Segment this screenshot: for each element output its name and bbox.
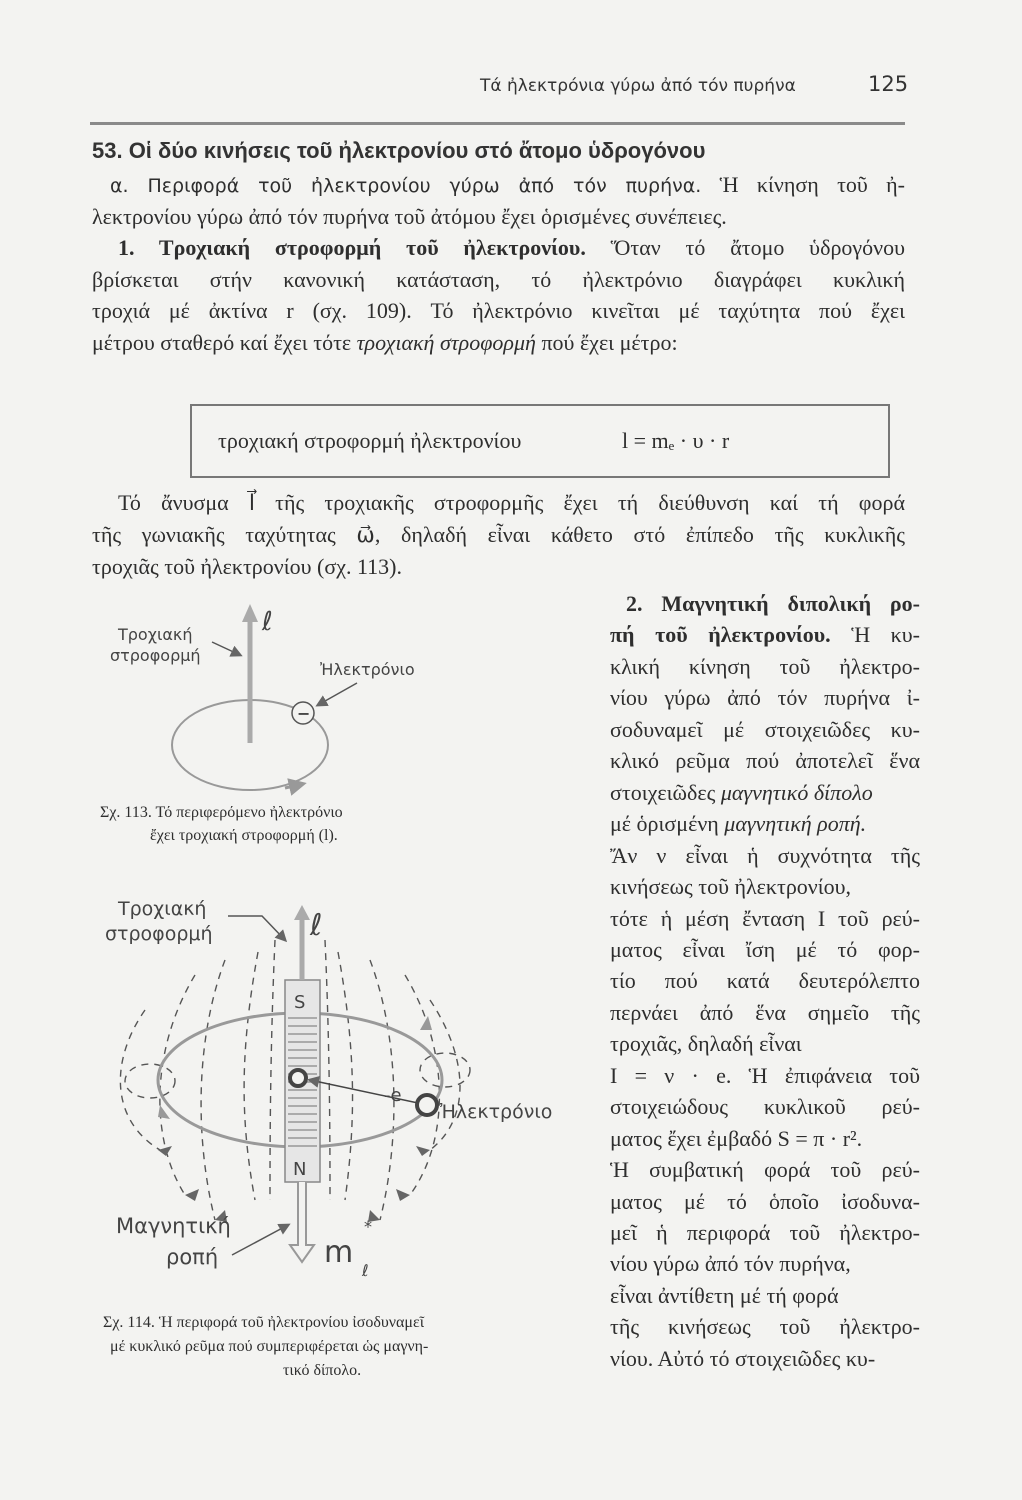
bold-heading: πή τοῦ ἠλεκτρονίου. [610,622,831,648]
figure-114-caption-2: μέ κυκλικό ρεῦμα πού συμπεριφέρεται ὡς μαγνη- [110,1338,429,1355]
text-segment: τότε ἡ μέση ἔνταση I τοῦ ρεύ- [610,905,920,931]
text-segment: I = ν · e. Ἡ ἐπιφάνεια τοῦ [610,1062,920,1088]
label-moment-2: ροπή [166,1245,219,1269]
text-line [610,621,920,649]
text-segment: νίου γύρω ἀπό τόν πυρήνα ἰ- [610,685,920,711]
l-symbol: ℓ [262,607,273,637]
l-symbol: ℓ [310,908,323,943]
page-number: 125 [868,72,909,96]
text-segment: εἶναι ἀντίθετη μέ τή φορά [610,1282,839,1308]
text-segment: ματος ἔχει ἐμβαδό S = π · r². [610,1125,863,1151]
text-line [610,684,920,712]
text-line [610,810,920,838]
text-line [610,1156,920,1184]
moment-symbol: m [324,1235,354,1270]
formula: l = mₑ · υ · r [622,428,730,453]
italic-term: τροχιακή στροφορμή [356,329,536,355]
subheading: α. Περιφορά τοῦ ἠλεκτρονίου γύρω ἀπό τόν πυρήνα. [110,175,702,197]
text-segment: Τό ἄνυσμα l⃗ τῆς τροχιακῆς στροφορμῆς ἔχει τή διεύθυνση καί τή φορά [118,490,905,515]
charge-label: -e [384,1085,402,1106]
text-segment: μέτρου σταθερό καί ἔχει τότε [92,329,357,355]
electron-sign: − [297,704,311,723]
text-segment: στοιχειῶδες [610,779,721,805]
text-line [610,653,920,681]
text-line [610,1345,920,1373]
text-line [610,967,920,995]
figure-114 [105,898,552,1280]
text-line [610,1188,920,1216]
pole-n: N [293,1159,307,1180]
nucleus-icon [290,1070,306,1086]
magnetic-moment-arrow [290,1182,314,1262]
text-line [610,999,920,1027]
text-segment: κλική κίνηση τοῦ ἠλεκτρο- [610,653,920,679]
text-line [610,1282,920,1310]
text-line [610,1250,920,1278]
pointer-arrow [212,642,240,655]
italic-term: μαγνητική ροπή. [724,811,867,837]
text-line [610,842,920,870]
text-line [610,1125,920,1153]
figure-113 [110,604,415,790]
text-segment: Ἡ κίνηση τοῦ ἠ- [701,172,905,197]
figure-113-caption-1: Σχ. 113. Τό περιφερόμενο ἠλεκτρόνιο [100,804,343,821]
moment-subscript: ℓ [362,1261,369,1280]
text-line [610,1093,920,1121]
label-angular-2: στροφορμή [105,923,213,945]
text-line [610,873,920,901]
text-segment: Ἡ συμβατική φορά τοῦ ρεύ- [610,1157,920,1183]
label-electron: Ἠλεκτρόνιο [440,1101,553,1123]
text-line [610,1313,920,1341]
text-line [610,905,920,933]
text-segment: ματος μέ τό ὁποῖο ἰσοδυνα- [610,1188,920,1214]
text-segment: ματος εἶναι ἴση μέ τό φορ- [610,936,920,962]
running-title: Τά ἠλεκτρόνια γύρω ἀπό τόν πυρήνα [480,76,796,96]
text-line [610,747,920,775]
text-segment: μεῖ ἡ περιφορά τοῦ ἠλεκτρο- [610,1220,920,1245]
text-segment: τροχιᾶς τοῦ ἠλεκτρονίου (σχ. 113). [92,554,403,579]
bold-heading: 2. Μαγνητική διπολική ρο- [626,591,920,616]
text-segment: τροχιά μέ ἀκτίνα r (σχ. 109). Τό ἠλεκτρόνιο κινεῖται μέ ταχύτητα πού ἔχει [92,298,905,323]
text-line [610,1030,920,1058]
text-line [610,1219,920,1247]
formula-label: τροχιακή στροφορμή ἠλεκτρονίου [218,428,522,453]
text-segment: Ἡ κυ- [830,622,920,648]
label-electron: Ἠλεκτρόνιο [320,660,415,679]
text-segment: τῆς κινήσεως τοῦ ἠλεκτρο- [610,1314,920,1340]
text-segment: κλικό ρεῦμα πού ἀποτελεῖ ἕνα [610,748,920,774]
text-segment: βρίσκεται στήν κανονική κατάσταση, τό ἠλεκτρόνιο διαγράφει κυκλική [92,266,905,292]
text-segment: τροχιᾶς, δηλαδή εἶναι [610,1031,802,1057]
label-angular-1: Τροχιακή [118,625,193,644]
text-line [626,590,920,618]
bold-heading: 1. Τροχιακή στροφορμή τοῦ ἠλεκτρονίου. [118,235,586,260]
text-segment: Ἄν ν εἶναι ἡ συχνότητα τῆς [610,842,920,868]
label-angular-2: στροφορμή [110,646,201,665]
label-moment-1: Μαγνητική [116,1214,231,1238]
text-segment: κινήσεως τοῦ ἠλεκτρονίου, [610,874,852,900]
figure-113-caption-2: ἔχει τροχιακή στροφορμή (l). [150,827,338,844]
moment-star: * [364,1217,372,1236]
text-segment: στοιχειώδους κυκλικοῦ ρεύ- [610,1094,920,1120]
text-segment: λεκτρονίου γύρω ἀπό τόν πυρήνα τοῦ ἀτόμου ἔχει ὁρισμένες συνέπειες. [92,203,727,229]
figure-114-caption-1: Σχ. 114. Ἡ περιφορά τοῦ ἠλεκτρονίου ἰσοδυναμεῖ [103,1314,424,1331]
text-line [610,716,920,744]
text-line [610,779,920,807]
text-segment: πού ἔχει μέτρο: [535,329,678,355]
pole-s: S [294,992,306,1013]
text-segment: τῆς γωνιακῆς ταχύτητας ω⃗, δηλαδή εἶναι κάθετο στό ἐπίπεδο τῆς κυκλικῆς [92,522,905,547]
electron-icon [417,1095,437,1115]
text-segment: σοδυναμεῖ μέ στοιχειῶδες κυ- [610,716,920,742]
italic-term: μαγνητικό δίπολο [720,779,873,805]
text-segment: μέ ὁρισμένη [610,811,725,837]
text-segment: περνάει ἀπό ἕνα σημεῖο τῆς [610,999,920,1025]
label-angular-1: Τροχιακή [118,898,207,920]
text-line [610,936,920,964]
text-line [610,1062,920,1090]
section-title: 53. Οἱ δύο κινήσεις τοῦ ἠλεκτρονίου στό ἄτομο ὑδρογόνου [92,138,706,163]
figure-114-caption-3: τικό δίπολο. [283,1362,362,1379]
text-segment: Ὅταν τό ἄτομο ὑδρογόνου [585,235,905,260]
text-segment: τίο πού κατά δευτερόλεπτο [610,968,920,994]
text-segment: νίου γύρω ἀπό τόν πυρήνα, [610,1251,851,1277]
text-segment: νίου. Αὐτό τό στοιχειῶδες κυ- [610,1345,876,1371]
